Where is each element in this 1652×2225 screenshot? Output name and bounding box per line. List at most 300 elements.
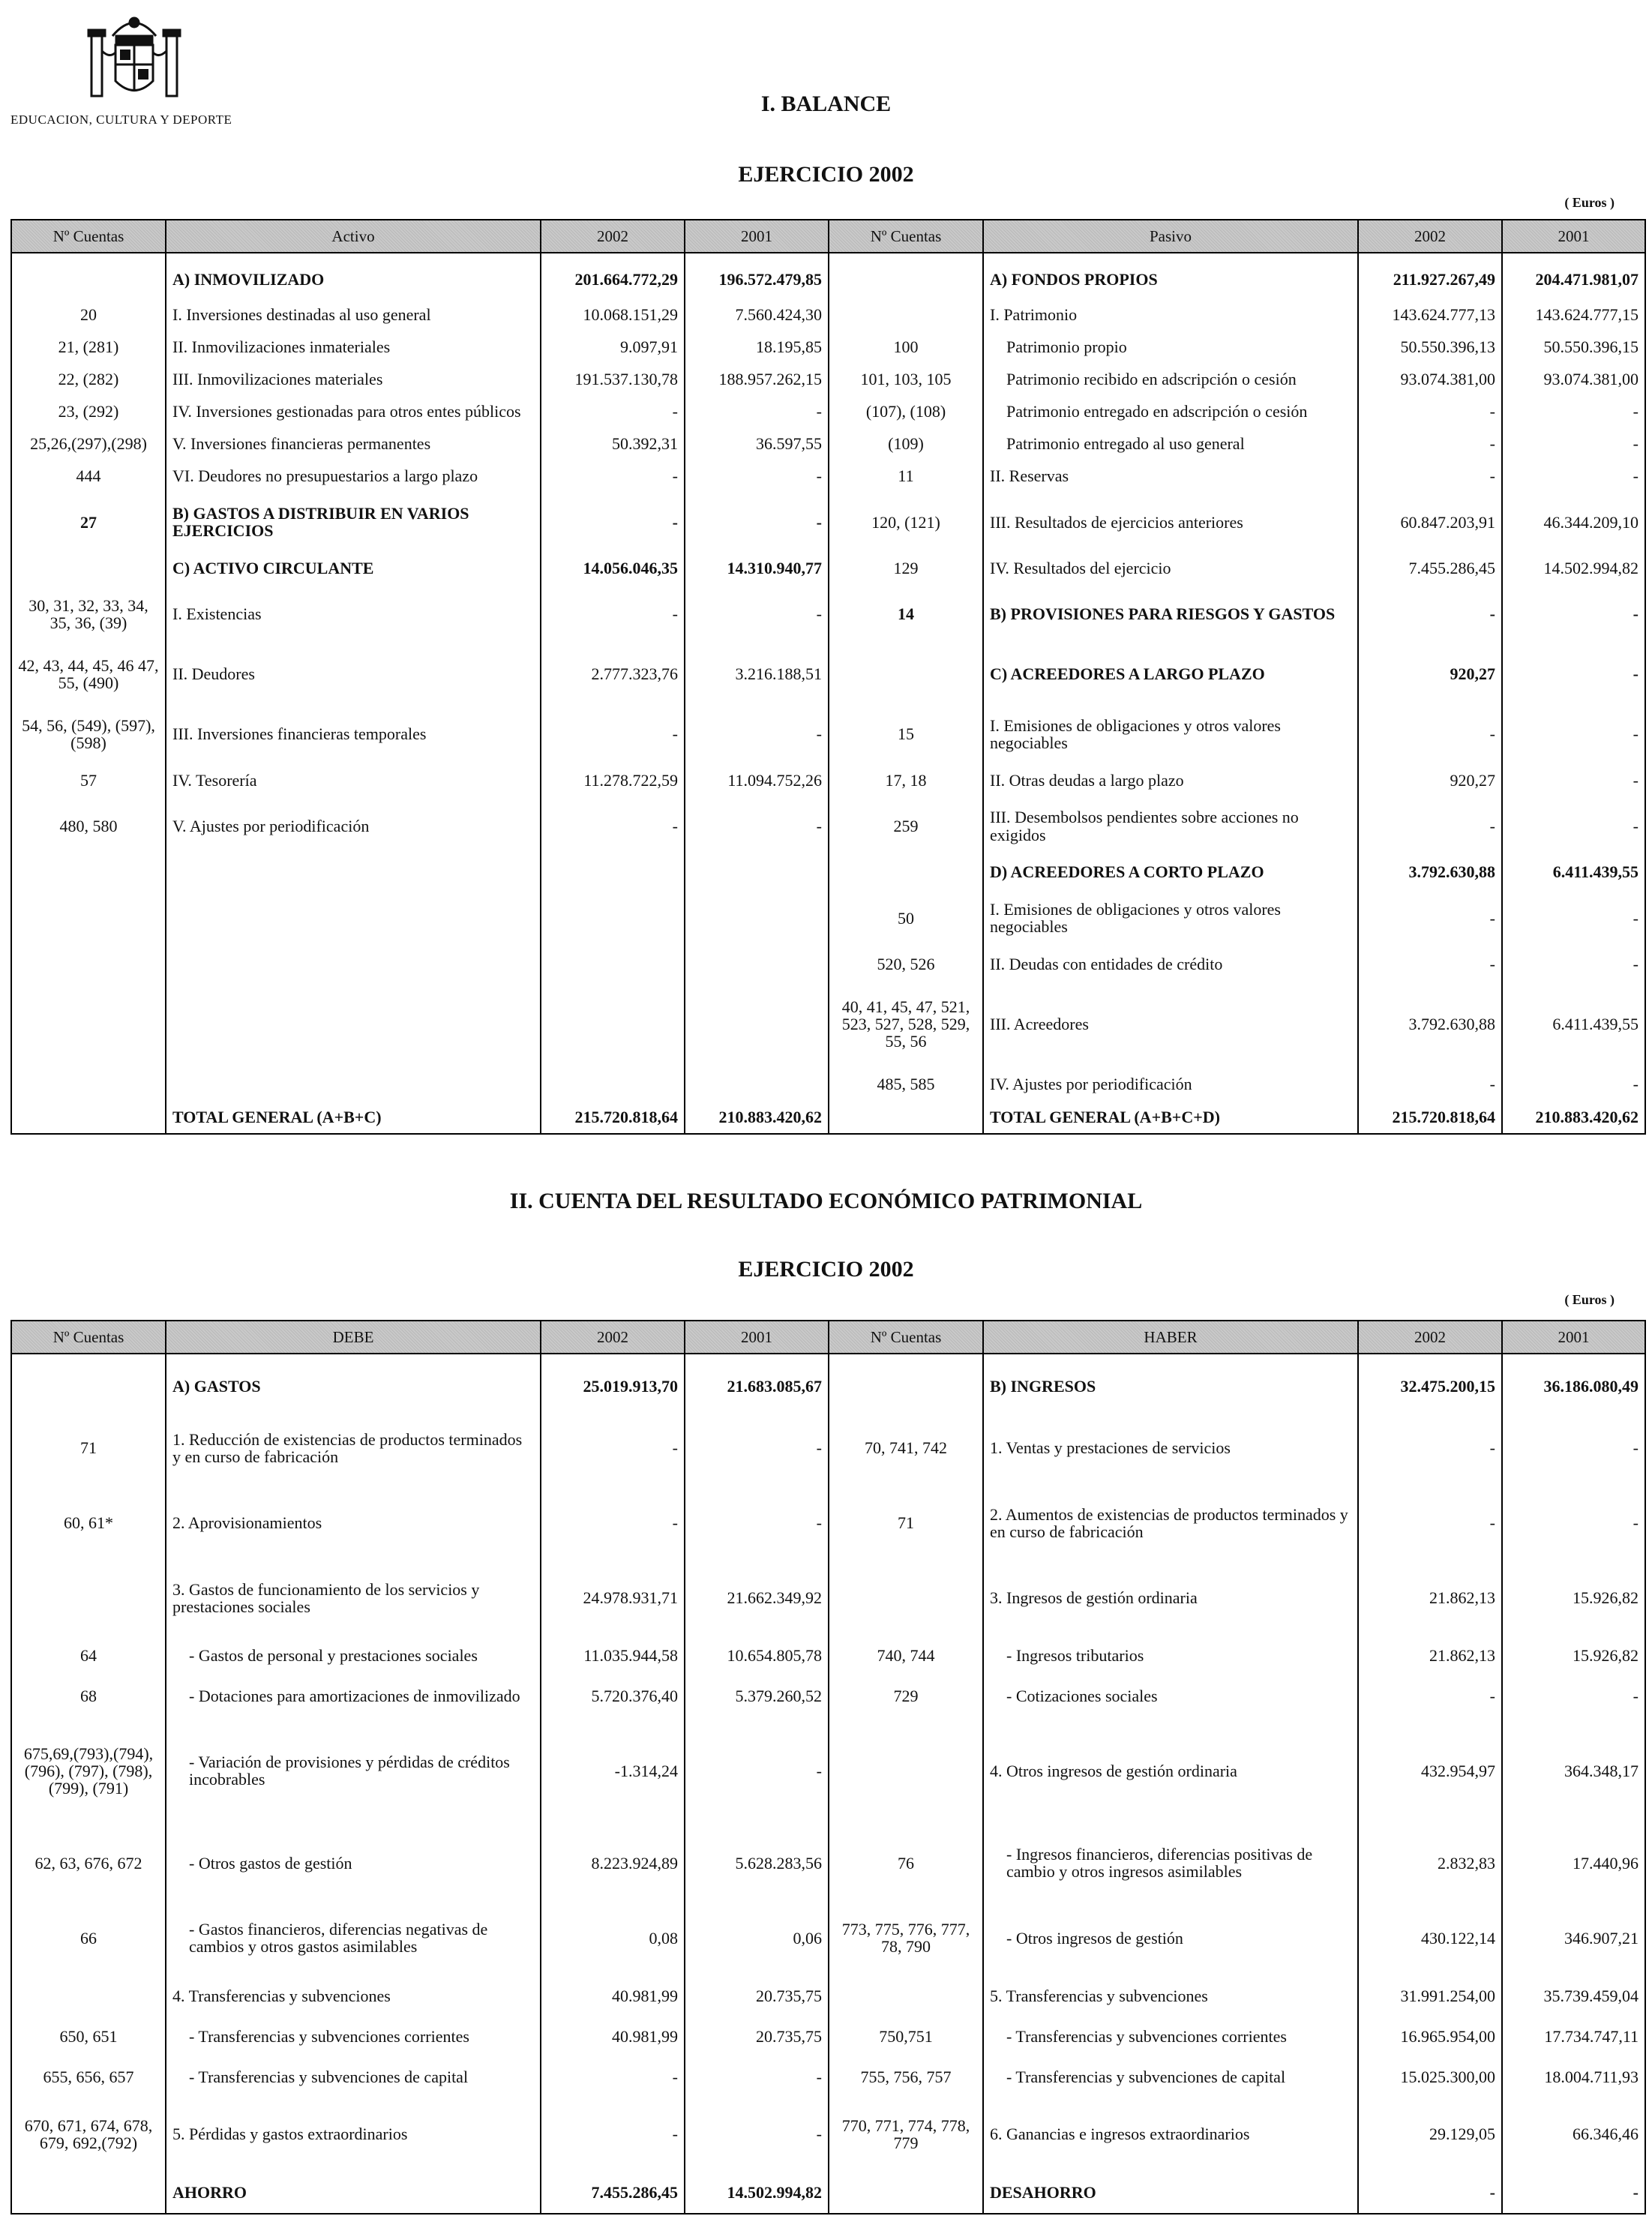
table-cell: - — [1358, 427, 1502, 460]
table-cell: - — [685, 704, 829, 764]
table-cell: 7.455.286,45 — [541, 2172, 685, 2214]
table-cell: (109) — [829, 427, 983, 460]
table-cell: III. Inmovilizaciones materiales — [166, 363, 541, 395]
table-row — [11, 889, 1645, 949]
table-cell: 54, 56, (549), (597), (598) — [11, 704, 166, 764]
table-cell: 129 — [829, 552, 983, 584]
table-cell: 750,751 — [829, 2016, 983, 2056]
table-cell: 3. Gastos de funcionamiento de los servicios y prestaciones sociales — [166, 1561, 541, 1636]
table-cell: 215.720.818,64 — [1358, 1100, 1502, 1134]
table-cell — [11, 1561, 166, 1636]
table-row — [11, 1676, 1645, 1717]
table-cell: - — [1358, 2172, 1502, 2214]
table-row — [11, 2056, 1645, 2097]
table-cell: - — [1502, 764, 1645, 796]
table-cell: 196.572.479,85 — [685, 253, 829, 298]
table-cell: - Dotaciones para amortizaciones de inmovilizado — [166, 1676, 541, 1717]
table-cell: - — [1502, 584, 1645, 644]
table-cell — [11, 1975, 166, 2016]
table-cell: - — [1502, 1486, 1645, 1561]
column-header: 2001 — [685, 220, 829, 253]
table-cell: 50.392,31 — [541, 427, 685, 460]
table-cell: 0,08 — [541, 1900, 685, 1975]
table-cell: - — [1358, 1676, 1502, 1717]
table-cell — [166, 856, 541, 888]
table-cell: A) GASTOS — [166, 1354, 541, 1411]
table-row — [11, 395, 1645, 427]
table-cell: 32.475.200,15 — [1358, 1354, 1502, 1411]
table-cell: - — [685, 1411, 829, 1486]
column-header: 2002 — [541, 1321, 685, 1354]
table-row — [11, 2172, 1645, 2214]
table-cell — [541, 856, 685, 888]
table-cell: 204.471.981,07 — [1502, 253, 1645, 298]
table-cell: 364.348,17 — [1502, 1716, 1645, 1825]
table-cell: 17, 18 — [829, 764, 983, 796]
table-cell: 11.035.944,58 — [541, 1636, 685, 1676]
table-cell: 21.862,13 — [1358, 1561, 1502, 1636]
table-cell — [11, 552, 166, 584]
table-cell: - — [685, 2097, 829, 2172]
table-cell — [11, 856, 166, 888]
table-cell: - — [1502, 1676, 1645, 1717]
table-cell: 40, 41, 45, 47, 521, 523, 527, 528, 529, 55, 56 — [829, 981, 983, 1069]
table-cell: 11 — [829, 460, 983, 492]
column-header: 2001 — [1502, 220, 1645, 253]
table-cell: - — [685, 584, 829, 644]
table-cell: - — [1502, 1068, 1645, 1100]
table-cell: D) ACREEDORES A CORTO PLAZO — [983, 856, 1358, 888]
table-cell: 201.664.772,29 — [541, 253, 685, 298]
table-row — [11, 363, 1645, 395]
table-cell — [829, 1561, 983, 1636]
table-cell — [829, 253, 983, 298]
table-cell: 17.734.747,11 — [1502, 2016, 1645, 2056]
table-cell: 210.883.420,62 — [1502, 1100, 1645, 1134]
table-cell: - — [685, 492, 829, 552]
table-cell — [541, 948, 685, 980]
table-cell: 24.978.931,71 — [541, 1561, 685, 1636]
table-cell: 57 — [11, 764, 166, 796]
column-header: Pasivo — [983, 220, 1358, 253]
table-cell: 2. Aprovisionamientos — [166, 1486, 541, 1561]
table-cell: I. Existencias — [166, 584, 541, 644]
table-cell: 655, 656, 657 — [11, 2056, 166, 2097]
table-cell: II. Otras deudas a largo plazo — [983, 764, 1358, 796]
table-cell: A) INMOVILIZADO — [166, 253, 541, 298]
table-cell — [829, 1716, 983, 1825]
table-cell: 40.981,99 — [541, 2016, 685, 2056]
table-cell: - — [541, 1486, 685, 1561]
table-cell: 40.981,99 — [541, 1975, 685, 2016]
table-cell: III. Acreedores — [983, 981, 1358, 1069]
table-cell: - — [1502, 427, 1645, 460]
table-cell — [685, 856, 829, 888]
table-cell: - — [541, 2056, 685, 2097]
table-cell: 755, 756, 757 — [829, 2056, 983, 2097]
table-cell: B) INGRESOS — [983, 1354, 1358, 1411]
table-cell: - Gastos de personal y prestaciones sociales — [166, 1636, 541, 1676]
table-cell: Patrimonio entregado al uso general — [983, 427, 1358, 460]
table-cell: 25,26,(297),(298) — [11, 427, 166, 460]
table-cell: - — [1502, 704, 1645, 764]
table-cell — [829, 1354, 983, 1411]
table-cell: 10.654.805,78 — [685, 1636, 829, 1676]
cuenta-table — [10, 1320, 1646, 2215]
table-cell: II. Inmovilizaciones inmateriales — [166, 331, 541, 363]
table-cell — [685, 1068, 829, 1100]
column-header: 2002 — [541, 220, 685, 253]
table-cell: TOTAL GENERAL (A+B+C+D) — [983, 1100, 1358, 1134]
table-cell: 2.832,83 — [1358, 1825, 1502, 1900]
table-cell — [829, 298, 983, 331]
table-cell: V. Inversiones financieras permanentes — [166, 427, 541, 460]
table-cell — [11, 948, 166, 980]
table-cell: - — [1502, 889, 1645, 949]
table-cell: - — [1502, 395, 1645, 427]
table-cell: 66.346,46 — [1502, 2097, 1645, 2172]
table-row — [11, 1411, 1645, 1486]
table-cell: 50.550.396,15 — [1502, 331, 1645, 363]
table-cell: 210.883.420,62 — [685, 1100, 829, 1134]
table-cell: - — [1358, 948, 1502, 980]
table-cell: 430.122,14 — [1358, 1900, 1502, 1975]
table-cell: 2.777.323,76 — [541, 644, 685, 704]
table-cell: 93.074.381,00 — [1358, 363, 1502, 395]
table-cell: 70, 741, 742 — [829, 1411, 983, 1486]
table-row — [11, 331, 1645, 363]
table-cell: - — [685, 395, 829, 427]
table-cell: DESAHORRO — [983, 2172, 1358, 2214]
table-cell: Patrimonio propio — [983, 331, 1358, 363]
table-cell: 46.344.209,10 — [1502, 492, 1645, 552]
table-cell — [11, 2172, 166, 2214]
table-row — [11, 253, 1645, 298]
table-cell: 3.216.188,51 — [685, 644, 829, 704]
table-cell — [166, 889, 541, 949]
column-header: Nº Cuentas — [11, 1321, 166, 1354]
table-cell: (107), (108) — [829, 395, 983, 427]
table-cell: 1. Reducción de existencias de productos terminados y en curso de fabricación — [166, 1411, 541, 1486]
balance-ejercicio: EJERCICIO 2002 — [738, 162, 914, 187]
table-cell: - — [1502, 2172, 1645, 2214]
table-cell: 36.597,55 — [685, 427, 829, 460]
table-row — [11, 948, 1645, 980]
table-row — [11, 1354, 1645, 1411]
table-cell — [685, 948, 829, 980]
table-cell: 71 — [11, 1411, 166, 1486]
table-cell: - — [1358, 1486, 1502, 1561]
table-cell: 729 — [829, 1676, 983, 1717]
cuenta-units: ( Euros ) — [1564, 1292, 1615, 1307]
table-cell: - Ingresos tributarios — [983, 1636, 1358, 1676]
table-row — [11, 1100, 1645, 1134]
table-row — [11, 1636, 1645, 1676]
table-cell: 15.025.300,00 — [1358, 2056, 1502, 2097]
table-cell: 50.550.396,13 — [1358, 331, 1502, 363]
table-cell: 346.907,21 — [1502, 1900, 1645, 1975]
table-cell: - — [1502, 796, 1645, 856]
table-cell: 2. Aumentos de existencias de productos terminados y en curso de fabricación — [983, 1486, 1358, 1561]
column-header: HABER — [983, 1321, 1358, 1354]
table-cell — [685, 889, 829, 949]
table-cell: 14.502.994,82 — [1502, 552, 1645, 584]
table-cell — [829, 644, 983, 704]
table-cell: - — [1358, 584, 1502, 644]
table-cell: 15.926,82 — [1502, 1636, 1645, 1676]
table-cell: IV. Ajustes por periodificación — [983, 1068, 1358, 1100]
table-cell: - — [541, 492, 685, 552]
table-cell: - Transferencias y subvenciones de capital — [166, 2056, 541, 2097]
table-cell: - — [1502, 948, 1645, 980]
table-cell: 120, (121) — [829, 492, 983, 552]
cuenta-ejercicio: EJERCICIO 2002 — [738, 1257, 914, 1282]
table-cell: 188.957.262,15 — [685, 363, 829, 395]
table-row — [11, 298, 1645, 331]
table-cell: C) ACTIVO CIRCULANTE — [166, 552, 541, 584]
table-cell: 920,27 — [1358, 644, 1502, 704]
balance-units: ( Euros ) — [1564, 195, 1615, 210]
table-cell: 9.097,91 — [541, 331, 685, 363]
table-cell: IV. Resultados del ejercicio — [983, 552, 1358, 584]
table-cell: Patrimonio entregado en adscripción o cesión — [983, 395, 1358, 427]
table-cell: - — [1358, 1411, 1502, 1486]
table-cell: 191.537.130,78 — [541, 363, 685, 395]
table-cell: 215.720.818,64 — [541, 1100, 685, 1134]
table-cell: VI. Deudores no presupuestarios a largo plazo — [166, 460, 541, 492]
column-header: 2002 — [1358, 1321, 1502, 1354]
table-cell: 4. Transferencias y subvenciones — [166, 1975, 541, 2016]
cuenta-title: II. CUENTA DEL RESULTADO ECONÓMICO PATRIMONIAL — [509, 1189, 1143, 1213]
table-cell: - — [541, 796, 685, 856]
table-cell: 211.927.267,49 — [1358, 253, 1502, 298]
column-header: 2002 — [1358, 220, 1502, 253]
table-cell: 6.411.439,55 — [1502, 981, 1645, 1069]
table-row — [11, 981, 1645, 1069]
ministry-name: EDUCACION, CULTURA Y DEPORTE — [10, 112, 232, 127]
table-cell: I. Inversiones destinadas al uso general — [166, 298, 541, 331]
table-cell: 64 — [11, 1636, 166, 1676]
table-cell: 5.720.376,40 — [541, 1676, 685, 1717]
table-cell: 21, (281) — [11, 331, 166, 363]
table-cell — [685, 981, 829, 1069]
table-cell: 11.278.722,59 — [541, 764, 685, 796]
table-row — [11, 1900, 1645, 1975]
balance-table — [10, 219, 1646, 1135]
table-row — [11, 1068, 1645, 1100]
table-cell: - — [541, 704, 685, 764]
table-cell: - — [685, 2056, 829, 2097]
table-row — [11, 460, 1645, 492]
table-cell — [166, 948, 541, 980]
table-cell — [11, 1354, 166, 1411]
table-cell: 101, 103, 105 — [829, 363, 983, 395]
table-cell: - Cotizaciones sociales — [983, 1676, 1358, 1717]
column-header: 2001 — [685, 1321, 829, 1354]
table-cell: - — [1358, 395, 1502, 427]
table-cell — [11, 981, 166, 1069]
table-row — [11, 492, 1645, 552]
table-cell: 31.991.254,00 — [1358, 1975, 1502, 2016]
table-cell: 20.735,75 — [685, 1975, 829, 2016]
table-row — [11, 552, 1645, 584]
table-row — [11, 1561, 1645, 1636]
table-cell: - — [1358, 460, 1502, 492]
table-cell: - — [541, 584, 685, 644]
table-cell: IV. Inversiones gestionadas para otros entes públicos — [166, 395, 541, 427]
table-cell: 76 — [829, 1825, 983, 1900]
table-cell: 66 — [11, 1900, 166, 1975]
table-cell: 15.926,82 — [1502, 1561, 1645, 1636]
table-cell: 920,27 — [1358, 764, 1502, 796]
table-row — [11, 2016, 1645, 2056]
table-row — [11, 1825, 1645, 1900]
table-cell — [11, 1100, 166, 1134]
table-cell: V. Ajustes por periodificación — [166, 796, 541, 856]
table-row — [11, 1486, 1645, 1561]
table-cell: - Transferencias y subvenciones corrientes — [166, 2016, 541, 2056]
table-cell: - Otros gastos de gestión — [166, 1825, 541, 1900]
table-cell: - — [1502, 644, 1645, 704]
table-cell: 3.792.630,88 — [1358, 856, 1502, 888]
table-cell: 7.560.424,30 — [685, 298, 829, 331]
table-cell: 259 — [829, 796, 983, 856]
table-cell: 20.735,75 — [685, 2016, 829, 2056]
table-cell: I. Emisiones de obligaciones y otros valores negociables — [983, 889, 1358, 949]
table-cell — [829, 1100, 983, 1134]
table-cell: II. Deudas con entidades de crédito — [983, 948, 1358, 980]
balance-title: I. BALANCE — [760, 91, 892, 116]
table-cell: AHORRO — [166, 2172, 541, 2214]
table-cell — [829, 1975, 983, 2016]
table-cell: 14.056.046,35 — [541, 552, 685, 584]
table-cell: 21.662.349,92 — [685, 1561, 829, 1636]
table-cell: 60, 61* — [11, 1486, 166, 1561]
table-cell: - — [685, 460, 829, 492]
table-cell: 100 — [829, 331, 983, 363]
column-header: Nº Cuentas — [11, 220, 166, 253]
table-cell: 6. Ganancias e ingresos extraordinarios — [983, 2097, 1358, 2172]
table-cell: 68 — [11, 1676, 166, 1717]
table-cell: 8.223.924,89 — [541, 1825, 685, 1900]
column-header: 2001 — [1502, 1321, 1645, 1354]
table-cell: 30, 31, 32, 33, 34, 35, 36, (39) — [11, 584, 166, 644]
table-cell: 770, 771, 774, 778, 779 — [829, 2097, 983, 2172]
table-cell: 11.094.752,26 — [685, 764, 829, 796]
table-cell: 14 — [829, 584, 983, 644]
table-cell: 21.683.085,67 — [685, 1354, 829, 1411]
table-cell: 1. Ventas y prestaciones de servicios — [983, 1411, 1358, 1486]
table-cell: - — [541, 460, 685, 492]
table-cell — [541, 1068, 685, 1100]
table-cell: 18.004.711,93 — [1502, 2056, 1645, 2097]
table-cell: 62, 63, 676, 672 — [11, 1825, 166, 1900]
table-cell: - Transferencias y subvenciones corrientes — [983, 2016, 1358, 2056]
table-cell — [11, 889, 166, 949]
table-cell: 42, 43, 44, 45, 46 47, 55, (490) — [11, 644, 166, 704]
table-cell: 444 — [11, 460, 166, 492]
table-cell: 10.068.151,29 — [541, 298, 685, 331]
table-cell: - — [541, 2097, 685, 2172]
table-cell: - Gastos financieros, diferencias negativas de cambios y otros gastos asimilables — [166, 1900, 541, 1975]
table-cell: - — [1358, 889, 1502, 949]
table-cell: - — [685, 1486, 829, 1561]
table-row — [11, 796, 1645, 856]
column-header: Activo — [166, 220, 541, 253]
table-cell: 18.195,85 — [685, 331, 829, 363]
table-row — [11, 1716, 1645, 1825]
table-cell: C) ACREEDORES A LARGO PLAZO — [983, 644, 1358, 704]
table-cell: - Ingresos financieros, diferencias positivas de cambio y otros ingresos asimilables — [983, 1825, 1358, 1900]
column-header: DEBE — [166, 1321, 541, 1354]
table-cell: 35.739.459,04 — [1502, 1975, 1645, 2016]
table-cell: II. Deudores — [166, 644, 541, 704]
table-cell — [11, 253, 166, 298]
table-cell: 3. Ingresos de gestión ordinaria — [983, 1561, 1358, 1636]
table-cell: 670, 671, 674, 678, 679, 692,(792) — [11, 2097, 166, 2172]
table-cell: 21.862,13 — [1358, 1636, 1502, 1676]
table-cell: TOTAL GENERAL (A+B+C) — [166, 1100, 541, 1134]
table-cell: Patrimonio recibido en adscripción o cesión — [983, 363, 1358, 395]
table-cell: - Otros ingresos de gestión — [983, 1900, 1358, 1975]
table-cell: 3.792.630,88 — [1358, 981, 1502, 1069]
table-cell: 6.411.439,55 — [1502, 856, 1645, 888]
table-cell: - — [1358, 704, 1502, 764]
table-cell: 773, 775, 776, 777, 78, 790 — [829, 1900, 983, 1975]
table-row — [11, 704, 1645, 764]
table-cell: 22, (282) — [11, 363, 166, 395]
table-cell: 5. Transferencias y subvenciones — [983, 1975, 1358, 2016]
table-cell: 143.624.777,15 — [1502, 298, 1645, 331]
table-cell: - — [541, 1411, 685, 1486]
table-cell — [541, 889, 685, 949]
table-cell — [166, 1068, 541, 1100]
table-cell: - — [1502, 460, 1645, 492]
table-cell: III. Inversiones financieras temporales — [166, 704, 541, 764]
table-cell: I. Emisiones de obligaciones y otros valores negociables — [983, 704, 1358, 764]
table-cell: 71 — [829, 1486, 983, 1561]
table-cell — [541, 981, 685, 1069]
table-cell: - Transferencias y subvenciones de capital — [983, 2056, 1358, 2097]
table-row — [11, 2097, 1645, 2172]
table-cell: 14.502.994,82 — [685, 2172, 829, 2214]
table-cell: -1.314,24 — [541, 1716, 685, 1825]
column-header: Nº Cuentas — [829, 1321, 983, 1354]
table-cell: - — [1502, 1411, 1645, 1486]
table-row — [11, 764, 1645, 796]
table-row — [11, 584, 1645, 644]
table-cell: 740, 744 — [829, 1636, 983, 1676]
table-cell — [11, 1068, 166, 1100]
table-cell: 5.379.260,52 — [685, 1676, 829, 1717]
table-cell — [166, 981, 541, 1069]
table-cell: 520, 526 — [829, 948, 983, 980]
table-cell: 0,06 — [685, 1900, 829, 1975]
table-cell: I. Patrimonio — [983, 298, 1358, 331]
table-cell: - — [1358, 1068, 1502, 1100]
table-cell: 16.965.954,00 — [1358, 2016, 1502, 2056]
table-cell: 480, 580 — [11, 796, 166, 856]
table-cell: 36.186.080,49 — [1502, 1354, 1645, 1411]
table-cell: 60.847.203,91 — [1358, 492, 1502, 552]
table-cell: 20 — [11, 298, 166, 331]
table-cell: 93.074.381,00 — [1502, 363, 1645, 395]
table-cell: 17.440,96 — [1502, 1825, 1645, 1900]
table-cell: 5. Pérdidas y gastos extraordinarios — [166, 2097, 541, 2172]
table-cell: 23, (292) — [11, 395, 166, 427]
table-cell: 650, 651 — [11, 2016, 166, 2056]
table-cell: III. Resultados de ejercicios anteriores — [983, 492, 1358, 552]
